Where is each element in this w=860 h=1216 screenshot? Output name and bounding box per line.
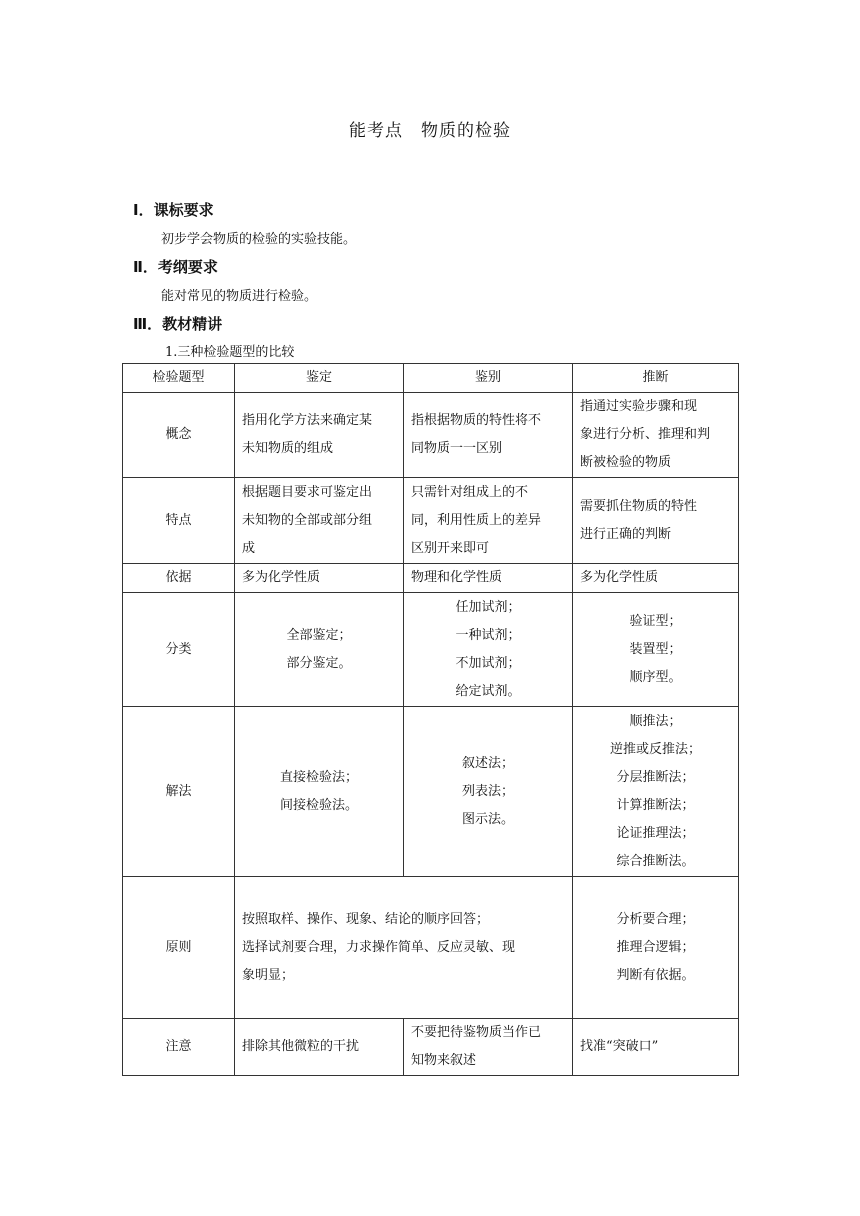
cell-line: 象明显； bbox=[242, 967, 295, 983]
table-caption: 1.三种检验题型的比较 bbox=[165, 345, 295, 360]
section-heading-syllabus: Ⅱ．考纲要求 bbox=[133, 258, 218, 276]
row-label: 原则 bbox=[123, 877, 235, 1019]
cell-line: 指通过实验步骤和现 bbox=[580, 399, 698, 414]
table-cell bbox=[573, 393, 739, 478]
cell-line: 断被检验的物质 bbox=[580, 455, 672, 470]
title-part-1: 能考点 bbox=[349, 121, 403, 141]
row-label: 注意 bbox=[123, 1019, 235, 1076]
cell-line: 根据题目要求可鉴定出 bbox=[242, 484, 373, 500]
row-label: 特点 bbox=[123, 478, 235, 564]
cell-line: 区别开来即可 bbox=[411, 540, 490, 556]
section-text-syllabus: 能对常见的物质进行检验。 bbox=[161, 289, 318, 304]
section-text-curriculum: 初步学会物质的检验的实验技能。 bbox=[161, 232, 357, 247]
table-header-row bbox=[123, 364, 739, 393]
table-cell bbox=[573, 593, 739, 707]
section-heading-curriculum: Ⅰ．课标要求 bbox=[133, 201, 214, 219]
row-label: 概念 bbox=[123, 393, 235, 478]
cell-line: 推理合逻辑； bbox=[616, 939, 695, 955]
table-row-concept bbox=[123, 393, 739, 478]
cell-line: 不加试剂； bbox=[455, 655, 521, 671]
cell-line: 同，利用性质上的差异 bbox=[411, 512, 542, 528]
table-header-cell: 鉴定 bbox=[235, 364, 404, 393]
cell-line: 象进行分析、推理和判 bbox=[580, 427, 711, 442]
cell-line: 指根据物质的特性将不 bbox=[411, 413, 542, 428]
cell-line: 选择试剂要合理，力求操作简单、反应灵敏、现 bbox=[242, 939, 516, 955]
cell-line: 给定试剂。 bbox=[455, 683, 521, 699]
cell-line: 不要把待鉴物质当作已 bbox=[411, 1025, 542, 1040]
table-cell bbox=[235, 707, 404, 877]
table-row-feature bbox=[123, 478, 739, 564]
page-title bbox=[0, 116, 860, 141]
table-cell bbox=[573, 478, 739, 564]
table-cell bbox=[235, 593, 404, 707]
cell-line: 按照取样、操作、现象、结论的顺序回答； bbox=[242, 911, 490, 927]
comparison-table bbox=[122, 363, 739, 1076]
table-cell bbox=[404, 1019, 573, 1076]
cell-line: 成 bbox=[242, 540, 256, 556]
row-label: 解法 bbox=[123, 707, 235, 877]
cell-line: 叙述法； bbox=[461, 755, 514, 771]
table-cell-merged bbox=[235, 877, 573, 1019]
cell-line: 判断有依据。 bbox=[616, 967, 695, 983]
table-header-cell: 检验题型 bbox=[123, 364, 235, 393]
cell-line: 逆推或反推法； bbox=[609, 741, 701, 757]
table-cell bbox=[404, 593, 573, 707]
table-cell bbox=[404, 707, 573, 877]
table-header-cell: 推断 bbox=[573, 364, 739, 393]
cell-line: 装置型； bbox=[629, 641, 682, 657]
table-cell: 排除其他微粒的干扰 bbox=[235, 1019, 404, 1076]
cell-line: 分析要合理； bbox=[616, 911, 695, 927]
cell-line: 顺序型。 bbox=[629, 669, 682, 685]
cell-line: 验证型； bbox=[629, 613, 682, 629]
table-row-note bbox=[123, 1019, 739, 1076]
cell-line: 同物质一一区别 bbox=[411, 441, 503, 456]
table-cell bbox=[235, 478, 404, 564]
cell-line: 论证推理法； bbox=[616, 825, 695, 841]
cell-line: 顺推法； bbox=[629, 713, 682, 729]
table-row-category bbox=[123, 593, 739, 707]
table-cell: 多为化学性质 bbox=[235, 564, 404, 593]
table-cell bbox=[573, 877, 739, 1019]
section-heading-textbook: Ⅲ．教材精讲 bbox=[133, 315, 223, 333]
table-cell bbox=[235, 393, 404, 478]
table-header-cell: 鉴别 bbox=[404, 364, 573, 393]
cell-line: 列表法； bbox=[461, 783, 514, 799]
table-cell bbox=[573, 707, 739, 877]
cell-line: 任加试剂； bbox=[455, 599, 521, 615]
row-label: 分类 bbox=[123, 593, 235, 707]
cell-line: 图示法。 bbox=[461, 811, 514, 827]
table-cell: 物理和化学性质 bbox=[404, 564, 573, 593]
cell-line: 一种试剂； bbox=[455, 627, 521, 643]
cell-line: 需要抓住物质的特性 bbox=[580, 498, 698, 514]
table-row-method bbox=[123, 707, 739, 877]
row-label: 依据 bbox=[123, 564, 235, 593]
title-part-2: 物质的检验 bbox=[421, 121, 511, 141]
cell-line: 计算推断法； bbox=[616, 797, 695, 813]
cell-line: 间接检验法。 bbox=[279, 797, 358, 813]
table-cell: 找准“突破口” bbox=[573, 1019, 739, 1076]
cell-line: 未知物质的组成 bbox=[242, 441, 334, 456]
cell-line: 综合推断法。 bbox=[616, 853, 695, 869]
table-cell bbox=[404, 478, 573, 564]
cell-line: 进行正确的判断 bbox=[580, 526, 672, 542]
table-cell: 多为化学性质 bbox=[573, 564, 739, 593]
cell-line: 只需针对组成上的不 bbox=[411, 484, 529, 500]
table-row-principle bbox=[123, 877, 739, 1019]
table-cell bbox=[404, 393, 573, 478]
cell-line: 直接检验法； bbox=[279, 769, 358, 785]
cell-line: 未知物的全部或部分组 bbox=[242, 512, 373, 528]
table-row-basis bbox=[123, 564, 739, 593]
cell-line: 知物来叙述 bbox=[411, 1053, 477, 1068]
cell-line: 全部鉴定； bbox=[286, 627, 352, 643]
cell-line: 部分鉴定。 bbox=[286, 655, 352, 671]
cell-line: 分层推断法； bbox=[616, 769, 695, 785]
cell-line: 指用化学方法来确定某 bbox=[242, 413, 373, 428]
